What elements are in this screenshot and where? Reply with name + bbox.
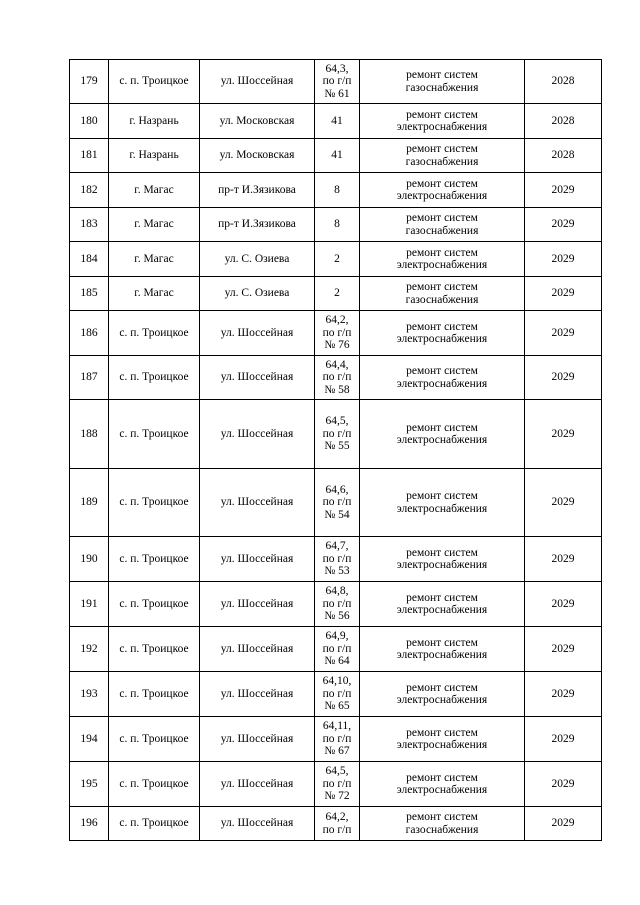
settlement-cell: с. п. Троицкое xyxy=(109,807,200,841)
work-type-cell-line: ремонт систем xyxy=(406,320,478,333)
work-type-cell-line: электроснабжения xyxy=(396,739,488,751)
house-number-cell-line: № 65 xyxy=(324,700,350,713)
year-cell: 2029 xyxy=(525,582,602,627)
table-row xyxy=(70,356,602,400)
house-number-cell-line: по г/п xyxy=(322,597,352,610)
street-cell: ул. Шоссейная xyxy=(200,311,315,356)
house-number-cell xyxy=(315,400,360,469)
house-number-cell xyxy=(315,277,360,311)
work-type-cell-line: ремонт систем xyxy=(406,108,478,121)
house-number-cell-line: 64,5, xyxy=(325,765,349,778)
work-type-cell-line: ремонт систем xyxy=(406,726,478,739)
house-number-cell xyxy=(315,311,360,356)
work-type-cell-line: электроснабжения xyxy=(396,559,488,571)
table-row xyxy=(70,717,602,762)
house-number-cell xyxy=(315,537,360,582)
house-number-cell-line: № 53 xyxy=(324,565,350,578)
street-cell: ул. Шоссейная xyxy=(200,356,315,400)
house-number-cell-line: 64,8, xyxy=(325,585,349,598)
table-row xyxy=(70,627,602,672)
work-type-cell-line: ремонт систем xyxy=(406,771,478,784)
house-number-cell-line: № 61 xyxy=(324,87,350,100)
work-type-cell-line: электроснабжения xyxy=(396,259,488,271)
work-type-cell xyxy=(360,672,525,717)
house-number-cell-line: по г/п xyxy=(322,496,352,509)
work-type-cell xyxy=(360,537,525,582)
street-cell: ул. С. Озиева xyxy=(200,277,315,311)
work-type-cell xyxy=(360,277,525,311)
settlement-cell: с. п. Троицкое xyxy=(109,537,200,582)
house-number-cell-line: по г/п xyxy=(322,371,352,384)
house-number-cell-line: 64,11, xyxy=(322,720,352,733)
row-number-cell: 190 xyxy=(70,537,109,582)
row-number-cell: 181 xyxy=(70,139,109,173)
year-cell: 2029 xyxy=(525,356,602,400)
year-cell: 2029 xyxy=(525,807,602,841)
year-cell: 2029 xyxy=(525,173,602,208)
settlement-cell: г. Магас xyxy=(109,173,200,208)
year-cell: 2028 xyxy=(525,104,602,139)
row-number-cell: 184 xyxy=(70,242,109,277)
work-type-cell-line: ремонт систем xyxy=(406,490,478,502)
house-number-cell-line: по г/п xyxy=(322,326,352,339)
year-cell: 2029 xyxy=(525,537,602,582)
year-cell: 2028 xyxy=(525,139,602,173)
house-number-cell xyxy=(315,672,360,717)
street-cell: ул. Шоссейная xyxy=(200,627,315,672)
work-type-cell-line: электроснабжения xyxy=(396,377,488,390)
work-type-cell-line: электроснабжения xyxy=(396,604,488,616)
work-type-cell-line: ремонт систем xyxy=(406,143,478,155)
table-row xyxy=(70,672,602,717)
house-number-cell-line: 64,4, xyxy=(325,358,349,371)
house-number-cell-line: № 64 xyxy=(324,655,350,668)
settlement-cell: с. п. Троицкое xyxy=(109,582,200,627)
work-type-cell-line: ремонт систем xyxy=(406,365,478,377)
settlement-cell: с. п. Троицкое xyxy=(109,762,200,807)
table-row xyxy=(70,173,602,208)
row-number-cell: 191 xyxy=(70,582,109,627)
year-cell: 2029 xyxy=(525,400,602,469)
work-type-cell-line: ремонт систем xyxy=(406,281,478,293)
work-type-cell-line: электроснабжения xyxy=(396,333,488,345)
house-number-cell xyxy=(315,60,360,104)
work-type-cell-line: ремонт систем xyxy=(406,177,478,190)
row-number-cell: 179 xyxy=(70,60,109,104)
settlement-cell: г. Магас xyxy=(109,277,200,311)
work-type-cell xyxy=(360,60,525,104)
street-cell: ул. Шоссейная xyxy=(200,60,315,104)
table-row xyxy=(70,104,602,139)
work-type-cell xyxy=(360,242,525,277)
work-type-cell-line: ремонт систем xyxy=(406,591,478,604)
house-number-cell-line: 64,10, xyxy=(322,675,352,688)
house-number-cell xyxy=(315,356,360,400)
table-body xyxy=(70,60,602,841)
street-cell: ул. Шоссейная xyxy=(200,807,315,841)
work-type-cell-line: электроснабжения xyxy=(396,121,488,133)
house-number-cell xyxy=(315,242,360,277)
house-number-cell xyxy=(315,627,360,672)
house-number-cell-line: по г/п xyxy=(322,823,352,836)
house-number-cell-line: 64,2, xyxy=(325,314,349,327)
work-type-cell-line: электроснабжения xyxy=(396,649,488,661)
house-number-cell-line: 41 xyxy=(331,114,343,127)
settlement-cell: с. п. Троицкое xyxy=(109,60,200,104)
repair-schedule-table xyxy=(69,59,602,841)
row-number-cell: 186 xyxy=(70,311,109,356)
street-cell: ул. Шоссейная xyxy=(200,672,315,717)
work-type-cell-line: ремонт систем xyxy=(406,69,478,81)
settlement-cell: г. Магас xyxy=(109,242,200,277)
house-number-cell xyxy=(315,807,360,841)
settlement-cell: с. п. Троицкое xyxy=(109,717,200,762)
work-type-cell-line: электроснабжения xyxy=(396,502,488,515)
settlement-cell: г. Магас xyxy=(109,208,200,242)
table-row xyxy=(70,582,602,627)
settlement-cell: с. п. Троицкое xyxy=(109,356,200,400)
street-cell: ул. Шоссейная xyxy=(200,717,315,762)
street-cell: ул. С. Озиева xyxy=(200,242,315,277)
year-cell: 2029 xyxy=(525,762,602,807)
row-number-cell: 188 xyxy=(70,400,109,469)
house-number-cell-line: 8 xyxy=(334,218,340,231)
work-type-cell-line: газоснабжения xyxy=(405,224,479,237)
house-number-cell xyxy=(315,717,360,762)
table-row xyxy=(70,762,602,807)
house-number-cell-line: № 67 xyxy=(324,745,350,758)
house-number-cell-line: по г/п xyxy=(322,75,352,88)
year-cell: 2029 xyxy=(525,277,602,311)
row-number-cell: 182 xyxy=(70,173,109,208)
work-type-cell-line: газоснабжения xyxy=(405,81,479,94)
house-number-cell-line: № 76 xyxy=(324,339,350,352)
work-type-cell xyxy=(360,469,525,537)
table-row xyxy=(70,311,602,356)
year-cell: 2029 xyxy=(525,208,602,242)
table-row xyxy=(70,139,602,173)
settlement-cell: с. п. Троицкое xyxy=(109,311,200,356)
work-type-cell xyxy=(360,139,525,173)
row-number-cell: 187 xyxy=(70,356,109,400)
settlement-cell: с. п. Троицкое xyxy=(109,672,200,717)
street-cell: ул. Шоссейная xyxy=(200,582,315,627)
street-cell: пр-т И.Зязикова xyxy=(200,173,315,208)
house-number-cell xyxy=(315,104,360,139)
house-number-cell-line: № 54 xyxy=(324,508,350,521)
house-number-cell-line: 64,5, xyxy=(325,415,349,428)
street-cell: пр-т И.Зязикова xyxy=(200,208,315,242)
house-number-cell-line: 64,7, xyxy=(325,540,349,553)
work-type-cell xyxy=(360,208,525,242)
table-row xyxy=(70,242,602,277)
work-type-cell-line: ремонт систем xyxy=(406,421,478,434)
house-number-cell-line: 64,2, xyxy=(325,811,349,823)
street-cell: ул. Шоссейная xyxy=(200,537,315,582)
work-type-cell xyxy=(360,582,525,627)
table-row xyxy=(70,60,602,104)
house-number-cell-line: 2 xyxy=(334,252,340,265)
table-row xyxy=(70,469,602,537)
house-number-cell-line: № 58 xyxy=(324,383,350,396)
house-number-cell-line: по г/п xyxy=(322,732,352,745)
row-number-cell: 185 xyxy=(70,277,109,311)
house-number-cell xyxy=(315,762,360,807)
year-cell: 2029 xyxy=(525,672,602,717)
work-type-cell-line: электроснабжения xyxy=(396,694,488,706)
house-number-cell xyxy=(315,469,360,537)
house-number-cell xyxy=(315,582,360,627)
house-number-cell-line: по г/п xyxy=(322,687,352,700)
table-row xyxy=(70,537,602,582)
house-number-cell-line: № 56 xyxy=(324,610,350,623)
year-cell: 2029 xyxy=(525,469,602,537)
house-number-cell-line: 2 xyxy=(334,287,340,300)
row-number-cell: 192 xyxy=(70,627,109,672)
year-cell: 2029 xyxy=(525,311,602,356)
house-number-cell xyxy=(315,139,360,173)
table-row xyxy=(70,208,602,242)
house-number-cell-line: 41 xyxy=(331,149,343,162)
year-cell: 2029 xyxy=(525,717,602,762)
work-type-cell xyxy=(360,627,525,672)
work-type-cell-line: ремонт систем xyxy=(406,681,478,694)
row-number-cell: 193 xyxy=(70,672,109,717)
row-number-cell: 189 xyxy=(70,469,109,537)
house-number-cell-line: 8 xyxy=(334,183,340,196)
work-type-cell xyxy=(360,356,525,400)
work-type-cell-line: ремонт систем xyxy=(406,546,478,559)
house-number-cell-line: № 72 xyxy=(324,790,350,803)
work-type-cell xyxy=(360,104,525,139)
row-number-cell: 196 xyxy=(70,807,109,841)
row-number-cell: 183 xyxy=(70,208,109,242)
row-number-cell: 195 xyxy=(70,762,109,807)
year-cell: 2028 xyxy=(525,60,602,104)
house-number-cell xyxy=(315,173,360,208)
year-cell: 2029 xyxy=(525,242,602,277)
table-row xyxy=(70,807,602,841)
street-cell: ул. Московская xyxy=(200,139,315,173)
work-type-cell xyxy=(360,717,525,762)
work-type-cell-line: ремонт систем xyxy=(406,636,478,649)
settlement-cell: с. п. Троицкое xyxy=(109,469,200,537)
house-number-cell xyxy=(315,208,360,242)
house-number-cell-line: 64,9, xyxy=(325,630,349,643)
street-cell: ул. Шоссейная xyxy=(200,762,315,807)
house-number-cell-line: 64,3, xyxy=(325,62,349,75)
row-number-cell: 194 xyxy=(70,717,109,762)
street-cell: ул. Шоссейная xyxy=(200,400,315,469)
settlement-cell: г. Назрань xyxy=(109,139,200,173)
street-cell: ул. Московская xyxy=(200,104,315,139)
work-type-cell-line: ремонт систем xyxy=(406,212,478,224)
work-type-cell-line: газоснабжения xyxy=(405,293,479,306)
settlement-cell: с. п. Троицкое xyxy=(109,400,200,469)
work-type-cell-line: электроснабжения xyxy=(396,784,488,796)
street-cell: ул. Шоссейная xyxy=(200,469,315,537)
work-type-cell xyxy=(360,311,525,356)
work-type-cell xyxy=(360,807,525,841)
table-row xyxy=(70,400,602,469)
work-type-cell xyxy=(360,173,525,208)
work-type-cell-line: электроснабжения xyxy=(396,434,488,446)
work-type-cell-line: электроснабжения xyxy=(396,190,488,202)
house-number-cell-line: № 55 xyxy=(324,440,350,453)
house-number-cell-line: по г/п xyxy=(322,427,352,440)
work-type-cell xyxy=(360,400,525,469)
row-number-cell: 180 xyxy=(70,104,109,139)
house-number-cell-line: 64,6, xyxy=(325,483,349,496)
house-number-cell-line: по г/п xyxy=(322,777,352,790)
year-cell: 2029 xyxy=(525,627,602,672)
settlement-cell: с. п. Троицкое xyxy=(109,627,200,672)
house-number-cell-line: по г/п xyxy=(322,642,352,655)
work-type-cell-line: газоснабжения xyxy=(405,155,479,168)
work-type-cell-line: ремонт систем xyxy=(406,811,478,823)
house-number-cell-line: по г/п xyxy=(322,552,352,565)
settlement-cell: г. Назрань xyxy=(109,104,200,139)
work-type-cell-line: газоснабжения xyxy=(405,823,479,836)
work-type-cell xyxy=(360,762,525,807)
work-type-cell-line: ремонт систем xyxy=(406,246,478,259)
table-row xyxy=(70,277,602,311)
